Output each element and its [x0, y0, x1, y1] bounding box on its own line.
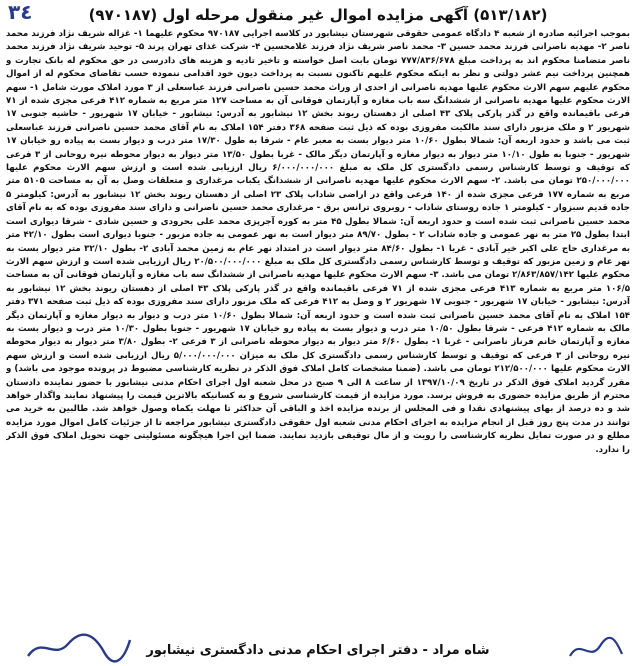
notice-footer: شاه مراد - دفتر اجرای احکام مدنی دادگستری نیشابور: [146, 643, 490, 658]
notice-body: بموجب اجرائیه صادره از شعبه ۴ دادگاه عمومی حقوقی شهرستان نیشابور در کلاسه اجرایی ۹۷۰۱۸۷ محکوم علیهما ۱- غزاله شریف نژاد فرزند محمد ناصر ۲- مهدیه ناصرانی فرزند محمد حسین ۳- محمد ناصر شریف نژاد فرزند غلامحسین ۴- شرکت غذای تهران پرند ۵- توحید شریف نژاد فرزند محمد ناصر متضامنا محکوم اند به پرداخت مبلغ ۷۷۷/۸۳۶/۶۷۸ تومان بابت اصل خواسته و تاخیر تادیه و هزینه های دادرسی در حق محکوم له بانک تجارت و همچنین پرداخت نیم عشر دولتی و نظر به اینکه محکوم علیهم تاکنون نسبت به پرداخت دیون خود اقدامی ننموده حسب تقاضای محکوم له از اموال محکوم علیهم سهم الارث محکوم علیها مهدیه ناصرانی از احدی از وراث محمد حسین ناصرانی فرزند عباسعلی از ۳ مورد املاک مورث شامل ۱- سهم الارث محکوم علیها مهدیه ناصرانی از ششدانگ سه باب مغازه و آپارتمان فوقانی آن به مساحت ۱۲۷ متر مربع به شماره ۴۱۲ فرعی مجزی شده از ۷۱ فرعی باقیمانده واقع در گذر پارکی پلاک ۴۳ اصلی از دهستان ریوند بخش ۱۲ نیشابور به آدرس: نیشابور - خیابان ۱۷ شهریور - حاشیه جنوبی ۱۷ شهریور ۲ و ملک مزبور دارای سند مالکیت مفروزی بوده که ذیل ثبت صفحه ۳۶۸ دفتر ۱۵۴ املاک به نام آقای محمد حسین ناصرانی فرزند عباسعلی ثبت می باشد و حدود اربعه آن: شمالا بطول ۱۰/۶۰ متر دیوار بست به معبر عام - شرقا به طول ۱۷/۳۰ متر درب و دیوار بست به پیاده رو خیابان ۱۷ شهریور - جنوبا به طول ۱۰/۱۰ متر دیوار به دیوار مغازه و آپارتمان دیگر مالک - غربا بطول ۱۳/۵۰ متر دیوار به دیوار محوطه نیره روحانی از ۳ فرعی که توقیف و توسط کارشناس رسمی دادگستری کل ملک به مبلغ ۶/۰۰۰/۰۰۰/۰۰۰ ریال ارزیابی شده است و ارزش سهم الارث محکوم علیها ۲۵۰/۰۰۰/۰۰۰ تومان می باشد. ۲- سهم الارث محکوم علیها مهدیه ناصرانی از ششدانگ یکباب مرغداری و متعلقات وصل به آن به مساحت ۵۱۰۵ متر مربع به شماره ۱۷۷ فرعی مجزی شده از ۱۴۰ فرعی واقع در اراضی شاداب پلاک ۲۳ اصلی از دهستان ریوند بخش ۱۲ نیشابور به آدرس: کیلومتر ۵ جاده قدیم سبزوار - کیلومتر ۱ جاده روستای شاداب - روبروی ترانس برق - مرغداری محمد حسین ناصرانی و دارای سند مفروزی بوده که به نام آقای محمد حسین ناصرانی ثبت شده است و حدود اربعه آن: شمالا بطول ۴۵ متر به کوره آجرپزی محمد علی بحرودی و حسین شادی - شرقا دیواری است ابتدا بطول ۲۵ متر به نهر عمومی و جاده شاداب ۲ - بطول ۸۹/۷۰ متر دیوار است به نهر عمومی به جاده مزبور - جنوبا دیواری است بطول ۴۲/۱۰ متر به مرغداری حاج علی اکبر خیر آبادی - غربا ۱- بطول ۸۴/۶۰ متر دیوار است در امتداد نهر عام به زمین محمد آبادی ۲- بطول ۳۲/۱۰ متر دیوار بست به نهر عام و زمین مزبور که توقیف و توسط کارشناس رسمی دادگستری کل ملک به مبلغ ۲۰/۵۰۰/۰۰۰/۰۰۰ ریال ارزیابی شده است و ارزش سهم الارث محکوم علیها ۲/۸۶۳/۸۵۷/۱۴۲ تومان می باشد. ۳- سهم الارث محکوم علیها مهدیه ناصرانی از ششدانگ سه باب مغازه و آپارتمان فوقانی آن به مساحت ۱۰۶/۵ متر مربع به شماره ۴۱۳ فرعی مجزی شده از ۷۱ فرعی باقیمانده واقع در گذر پارکی پلاک ۴۳ اصلی از دهستان ریوند بخش ۱۲ نیشابور به آدرس: نیشابور - خیابان ۱۷ شهریور - جنوبی ۱۷ شهریور ۲ و وصل به ۴۱۲ فرعی که ملک مزبور دارای سند مفروزی بوده که ذیل ثبت صفحه ۳۷۱ دفتر ۱۵۴ املاک به نام آقای محمد حسین ناصرانی ثبت شده است و حدود اربعه آن: شمالا بطول ۱۰/۶۰ متر درب و دیوار به دیوار مغازه و آپارتمان دیگر مالک به شماره ۴۱۲ فرعی - شرقا بطول ۱۰/۵۰ متر درب و دیوار بست به پیاده رو خیابان ۱۷ شهریور - جنوبا بطول ۱۰/۳۰ متر درب و دیوار بست به مغازه و آپارتمان خانم فرناز ناصرانی - غربا ۱- بطول ۶/۶۰ متر دیوار به دیوار محوطه ناصرانی از ۳ فرعی ۲- بطول ۳/۸۰ متر دیوار به دیوار محوطه نیره روحانی از ۳ فرعی که توقیف و توسط کارشناس رسمی دادگستری کل ملک به میزان ۵/۰۰۰/۰۰۰/۰۰۰ ریال ارزیابی شده است و ارزش سهم الارث محکوم علیها ۲۱۲/۵۰۰/۰۰۰ تومان می باشد. (ضمنا مشخصات کامل املاک فوق الذکر در نظریه کارشناسی مضبوط در پرونده موجود می باشد) و مقرر گردید املاک فوق الذکر در تاریخ ۱۳۹۷/۱۰/۰۹ از ساعت ۸ الی ۹ صبح در محل شعبه اول اجرای احکام مدنی نیشابور با حضور نماینده دادستان محترم از طریق مزایده حضوری به فروش برسد. مورد مزایده از قیمت کارشناسی شروع و به کسانیکه بالاترین قیمت را پیشنهاد نمایند واگذار خواهد شد و ده درصد از بهای پیشنهادی نقدا و فی المجلس از برنده مزایده اخذ و الباقی آن حداکثر تا مهلت یکماه وصول خواهد شد. طالبین به خرید می توانند در مدت پنج روز قبل از انجام مزایده به اجرای احکام مدنی شعبه اول حقوقی دادگستری نیشابور مراجعه تا از جزئیات کامل اموال مورد مزایده مطلع و در صورت تمایل نظریه کارشناسی را رویت و از مال توقیفی بازدید نمایند. ضمنا این اجرا هیچگونه مسئولیتی جهت تحویل املاک فوق الذکر را ندارد.: [6, 29, 630, 455]
handwritten-scribble-icon: [24, 630, 134, 664]
handwritten-scribble-icon: [566, 634, 626, 664]
handwritten-mark: ٣٤: [8, 0, 33, 24]
notice-title: (۵۱۳/۱۸۲) آگهی مزایده اموال غیر منقول مرحله اول (۹۷۰۱۸۷): [88, 6, 548, 24]
